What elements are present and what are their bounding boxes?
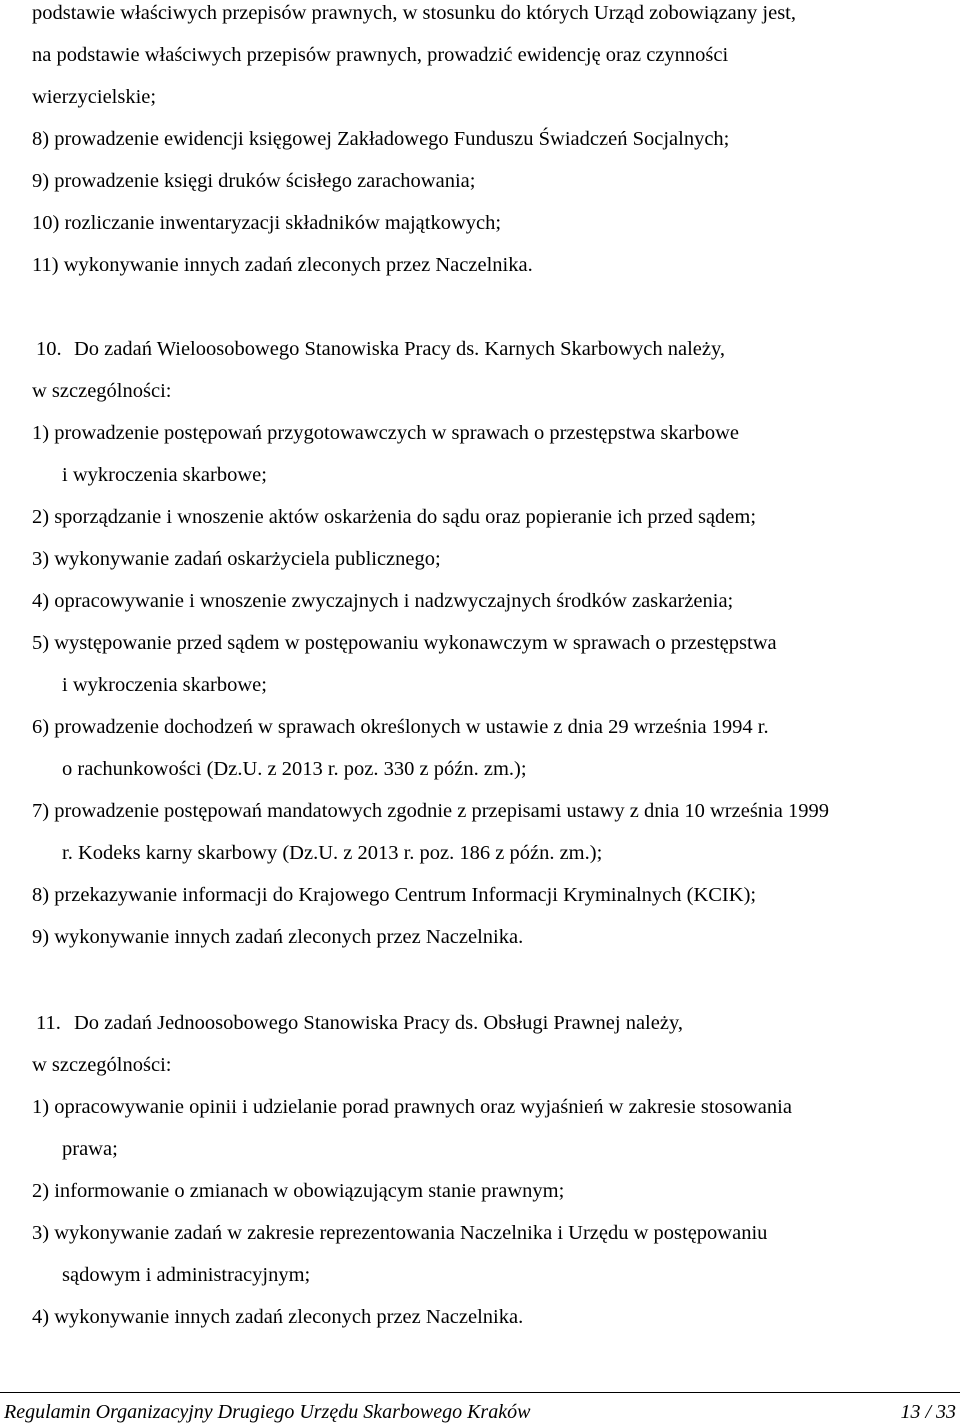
section-heading [32,1010,956,1036]
section-number: 11. [36,1012,61,1034]
intro-line: na podstawie właściwych przepisów prawnych, prowadzić ewidencję oraz czynności [32,44,729,66]
section-heading-cont: w szczególności: [32,380,172,402]
list-item: 4) wykonywanie innych zadań zleconych przez Naczelnika. [32,1306,524,1328]
intro-line: wierzycielskie; [32,86,157,108]
list-item: 8) przekazywanie informacji do Krajowego Centrum Informacji Kryminalnych (KCIK); [32,884,757,906]
list-item: 5) występowanie przed sądem w postępowaniu wykonawczym w sprawach o przestępstwa [32,632,777,654]
intro-line-justified [32,42,956,68]
section-heading-cont: w szczególności: [32,1054,172,1076]
list-item: 1) prowadzenie postępowań przygotowawczych w sprawach o przestępstwa skarbowe [32,422,739,444]
section-heading [32,336,956,362]
list-item: 7) prowadzenie postępowań mandatowych zgodnie z przepisami ustawy z dnia 10 września 1999 [32,800,829,822]
list-item-cont: i wykroczenia skarbowe; [62,464,267,486]
list-item-cont: prawa; [62,1138,118,1160]
page-number: 13 / 33 [900,1401,956,1423]
section-heading-text: Do zadań Wieloosobowego Stanowiska Pracy ds. Karnych Skarbowych należy, [74,338,726,360]
intro-line: podstawie właściwych przepisów prawnych, w stosunku do których Urząd zobowiązany jest, [32,2,796,24]
footer-divider [0,1392,960,1393]
list-item-cont: r. Kodeks karny skarbowy (Dz.U. z 2013 r. poz. 186 z późn. zm.); [62,842,603,864]
list-item-cont: o rachunkowości (Dz.U. z 2013 r. poz. 330 z późn. zm.); [62,758,527,780]
section-number: 10. [36,338,62,360]
list-item: 4) opracowywanie i wnoszenie zwyczajnych i nadzwyczajnych środków zaskarżenia; [32,590,734,612]
list-item: 10) rozliczanie inwentaryzacji składników majątkowych; [32,212,502,234]
footer-title: Regulamin Organizacyjny Drugiego Urzędu Skarbowego Kraków [4,1401,531,1423]
list-item: 2) sporządzanie i wnoszenie aktów oskarżenia do sądu oraz popieranie ich przed sądem; [32,506,757,528]
section-heading-text: Do zadań Jednoosobowego Stanowiska Pracy ds. Obsługi Prawnej należy, [74,1012,683,1034]
list-item: 6) prowadzenie dochodzeń w sprawach określonych w ustawie z dnia 29 września 1994 r. [32,716,769,738]
list-item: 11) wykonywanie innych zadań zleconych przez Naczelnika. [32,254,533,276]
list-item-cont: i wykroczenia skarbowe; [62,674,267,696]
list-item: 8) prowadzenie ewidencji księgowej Zakładowego Funduszu Świadczeń Socjalnych; [32,128,730,150]
list-item: 3) wykonywanie zadań w zakresie reprezentowania Naczelnika i Urzędu w postępowaniu [32,1222,768,1244]
list-item: 2) informowanie o zmianach w obowiązującym stanie prawnym; [32,1180,565,1202]
list-item: 1) opracowywanie opinii i udzielanie porad prawnych oraz wyjaśnień w zakresie stosowania [32,1096,792,1118]
list-item: 9) wykonywanie innych zadań zleconych przez Naczelnika. [32,926,524,948]
list-item: 9) prowadzenie księgi druków ścisłego zarachowania; [32,170,476,192]
list-item-cont: sądowym i administracyjnym; [62,1264,311,1286]
list-item: 3) wykonywanie zadań oskarżyciela publicznego; [32,548,441,570]
page-footer [4,1399,956,1425]
